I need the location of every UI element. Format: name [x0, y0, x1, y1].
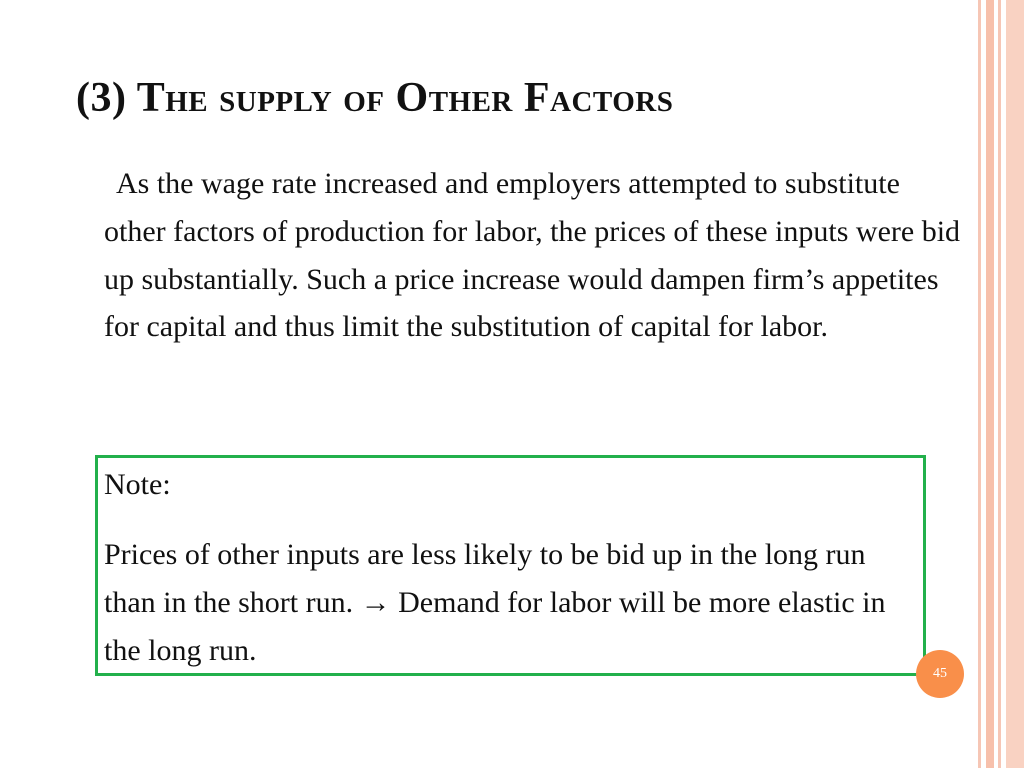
- body-paragraph: As the wage rate increased and employers attempted to substitute other factors of production for labor, the prices of these inputs were bid up substantially. Such a price increase would dampen firm’s appetites for capital and thus limit the substitution of capital for labor.: [104, 167, 961, 344]
- page-number-badge: [916, 650, 964, 698]
- note-text: Prices of other inputs are less likely to be bid up in the long run than in the short run. → Demand for labor will be more elastic in the long run.: [104, 538, 886, 667]
- slide-title: (3) The supply of Other Factors: [76, 75, 674, 121]
- decorative-stripe: [1006, 0, 1024, 768]
- note-label: Note:: [104, 468, 171, 501]
- decorative-stripe: [986, 0, 994, 768]
- decorative-stripe: [998, 0, 1001, 768]
- decorative-stripe: [978, 0, 981, 768]
- page-number: 45: [933, 666, 947, 681]
